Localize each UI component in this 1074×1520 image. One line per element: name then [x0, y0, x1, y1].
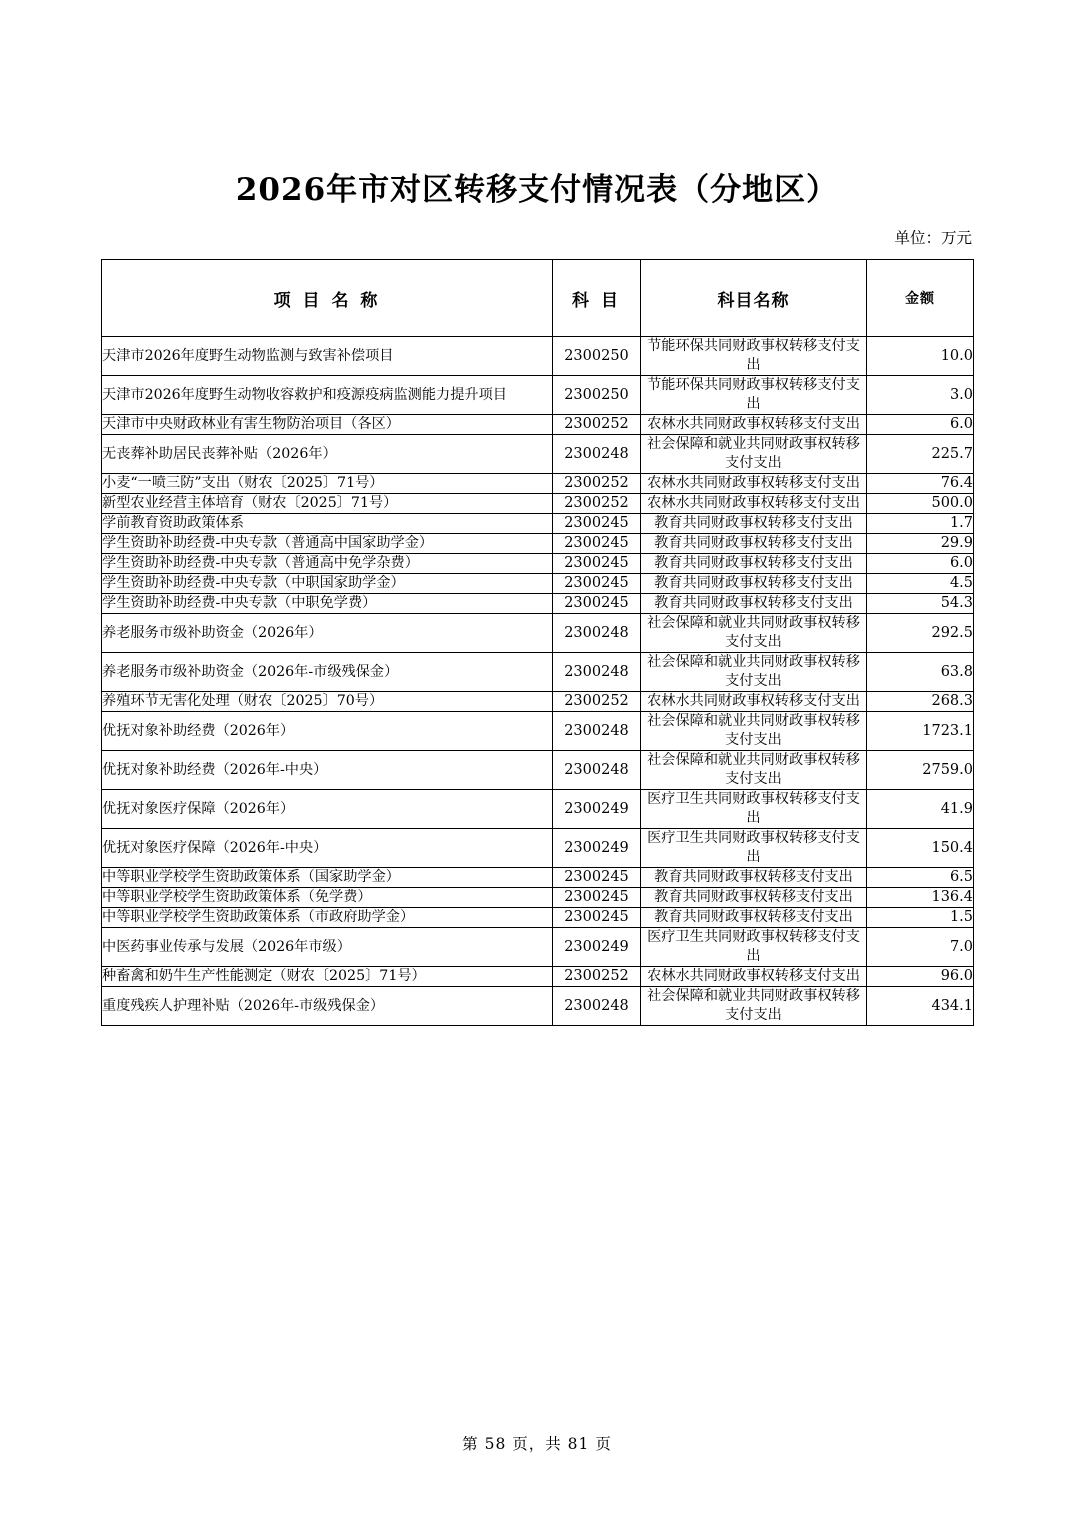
cell-subject-name: 农林水共同财政事权转移支付支出	[641, 967, 867, 987]
table-row	[102, 868, 974, 888]
cell-project-name: 新型农业经营主体培育（财农〔2025〕71号）	[102, 494, 553, 514]
cell-subject-code: 2300248	[553, 712, 641, 751]
cell-subject-name: 社会保障和就业共同财政事权转移支付支出	[641, 614, 867, 653]
table-row	[102, 967, 974, 987]
table-row	[102, 514, 974, 534]
cell-amount: 1.7	[867, 514, 974, 534]
cell-amount: 54.3	[867, 594, 974, 614]
cell-project-name: 养老服务市级补助资金（2026年-市级残保金）	[102, 653, 553, 692]
page-title: 2026年市对区转移支付情况表（分地区）	[235, 171, 839, 208]
cell-project-name: 学生资助补助经费-中央专款（普通高中国家助学金）	[102, 534, 553, 554]
cell-subject-code: 2300252	[553, 415, 641, 435]
table-row	[102, 376, 974, 415]
cell-amount: 6.0	[867, 554, 974, 574]
table-row	[102, 751, 974, 790]
table-row	[102, 474, 974, 494]
cell-subject-name: 教育共同财政事权转移支付支出	[641, 554, 867, 574]
table-row	[102, 653, 974, 692]
cell-amount: 150.4	[867, 829, 974, 868]
cell-amount: 1723.1	[867, 712, 974, 751]
table-row	[102, 337, 974, 376]
cell-project-name: 学生资助补助经费-中央专款（普通高中免学杂费）	[102, 554, 553, 574]
cell-subject-name: 农林水共同财政事权转移支付支出	[641, 474, 867, 494]
cell-project-name: 无丧葬补助居民丧葬补贴（2026年）	[102, 435, 553, 474]
cell-amount: 225.7	[867, 435, 974, 474]
cell-amount: 3.0	[867, 376, 974, 415]
cell-subject-code: 2300245	[553, 554, 641, 574]
cell-subject-code: 2300245	[553, 888, 641, 908]
cell-subject-name: 农林水共同财政事权转移支付支出	[641, 415, 867, 435]
cell-subject-code: 2300252	[553, 494, 641, 514]
table-row	[102, 928, 974, 967]
cell-subject-name: 教育共同财政事权转移支付支出	[641, 534, 867, 554]
cell-subject-name: 教育共同财政事权转移支付支出	[641, 514, 867, 534]
cell-project-name: 重度残疾人护理补贴（2026年-市级残保金）	[102, 987, 553, 1026]
cell-subject-name: 社会保障和就业共同财政事权转移支付支出	[641, 712, 867, 751]
table-header	[102, 260, 974, 337]
cell-project-name: 学生资助补助经费-中央专款（中职免学费）	[102, 594, 553, 614]
unit-label: 单位：万元	[894, 229, 972, 247]
table-row	[102, 494, 974, 514]
cell-amount: 76.4	[867, 474, 974, 494]
cell-subject-name: 社会保障和就业共同财政事权转移支付支出	[641, 435, 867, 474]
cell-subject-name: 教育共同财政事权转移支付支出	[641, 868, 867, 888]
cell-amount: 2759.0	[867, 751, 974, 790]
table-row	[102, 987, 974, 1026]
cell-subject-name: 教育共同财政事权转移支付支出	[641, 888, 867, 908]
table-row	[102, 712, 974, 751]
table-row	[102, 574, 974, 594]
cell-subject-code: 2300245	[553, 514, 641, 534]
cell-amount: 29.9	[867, 534, 974, 554]
cell-subject-code: 2300252	[553, 474, 641, 494]
cell-subject-name: 教育共同财政事权转移支付支出	[641, 594, 867, 614]
cell-project-name: 天津市中央财政林业有害生物防治项目（各区）	[102, 415, 553, 435]
cell-subject-code: 2300250	[553, 376, 641, 415]
column-header-subject-code: 科 目	[553, 260, 641, 337]
table-row	[102, 415, 974, 435]
cell-amount: 41.9	[867, 790, 974, 829]
cell-subject-name: 教育共同财政事权转移支付支出	[641, 908, 867, 928]
cell-subject-name: 农林水共同财政事权转移支付支出	[641, 494, 867, 514]
cell-subject-code: 2300249	[553, 928, 641, 967]
cell-project-name: 小麦“一喷三防”支出（财农〔2025〕71号）	[102, 474, 553, 494]
cell-amount: 292.5	[867, 614, 974, 653]
cell-subject-code: 2300248	[553, 435, 641, 474]
table-row	[102, 435, 974, 474]
cell-subject-name: 医疗卫生共同财政事权转移支付支出	[641, 928, 867, 967]
cell-project-name: 优抚对象医疗保障（2026年-中央）	[102, 829, 553, 868]
cell-amount: 268.3	[867, 692, 974, 712]
cell-subject-code: 2300245	[553, 908, 641, 928]
cell-project-name: 学前教育资助政策体系	[102, 514, 553, 534]
table-header-row	[102, 260, 974, 337]
cell-subject-code: 2300252	[553, 692, 641, 712]
cell-subject-name: 农林水共同财政事权转移支付支出	[641, 692, 867, 712]
transfer-payment-table	[101, 259, 974, 1026]
cell-project-name: 中医药事业传承与发展（2026年市级）	[102, 928, 553, 967]
cell-amount: 10.0	[867, 337, 974, 376]
cell-project-name: 中等职业学校学生资助政策体系（免学费）	[102, 888, 553, 908]
cell-project-name: 优抚对象补助经费（2026年-中央）	[102, 751, 553, 790]
cell-amount: 63.8	[867, 653, 974, 692]
cell-amount: 6.0	[867, 415, 974, 435]
table-row	[102, 614, 974, 653]
cell-project-name: 中等职业学校学生资助政策体系（市政府助学金）	[102, 908, 553, 928]
table-body	[102, 337, 974, 1026]
cell-subject-code: 2300248	[553, 987, 641, 1026]
cell-subject-name: 医疗卫生共同财政事权转移支付支出	[641, 790, 867, 829]
cell-project-name: 天津市2026年度野生动物收容救护和疫源疫病监测能力提升项目	[102, 376, 553, 415]
cell-subject-code: 2300248	[553, 653, 641, 692]
cell-subject-name: 社会保障和就业共同财政事权转移支付支出	[641, 987, 867, 1026]
cell-amount: 6.5	[867, 868, 974, 888]
cell-subject-code: 2300249	[553, 829, 641, 868]
cell-amount: 500.0	[867, 494, 974, 514]
cell-subject-name: 医疗卫生共同财政事权转移支付支出	[641, 829, 867, 868]
cell-amount: 434.1	[867, 987, 974, 1026]
column-header-amount: 金额	[867, 260, 974, 337]
cell-subject-name: 社会保障和就业共同财政事权转移支付支出	[641, 751, 867, 790]
cell-subject-code: 2300250	[553, 337, 641, 376]
cell-project-name: 天津市2026年度野生动物监测与致害补偿项目	[102, 337, 553, 376]
cell-amount: 96.0	[867, 967, 974, 987]
cell-subject-code: 2300248	[553, 751, 641, 790]
column-header-subject-name: 科目名称	[641, 260, 867, 337]
cell-project-name: 优抚对象医疗保障（2026年）	[102, 790, 553, 829]
cell-subject-name: 节能环保共同财政事权转移支付支出	[641, 337, 867, 376]
cell-subject-code: 2300245	[553, 868, 641, 888]
cell-amount: 136.4	[867, 888, 974, 908]
cell-project-name: 中等职业学校学生资助政策体系（国家助学金）	[102, 868, 553, 888]
cell-project-name: 优抚对象补助经费（2026年）	[102, 712, 553, 751]
cell-subject-name: 教育共同财政事权转移支付支出	[641, 574, 867, 594]
cell-project-name: 养老服务市级补助资金（2026年）	[102, 614, 553, 653]
column-header-project-name: 项 目 名 称	[102, 260, 553, 337]
cell-project-name: 学生资助补助经费-中央专款（中职国家助学金）	[102, 574, 553, 594]
cell-subject-name: 节能环保共同财政事权转移支付支出	[641, 376, 867, 415]
table-row	[102, 534, 974, 554]
cell-project-name: 养殖环节无害化处理（财农〔2025〕70号）	[102, 692, 553, 712]
cell-subject-code: 2300249	[553, 790, 641, 829]
table-row	[102, 908, 974, 928]
table-row	[102, 888, 974, 908]
table-row	[102, 790, 974, 829]
cell-subject-name: 社会保障和就业共同财政事权转移支付支出	[641, 653, 867, 692]
table-row	[102, 829, 974, 868]
cell-amount: 7.0	[867, 928, 974, 967]
table-row	[102, 692, 974, 712]
cell-subject-code: 2300252	[553, 967, 641, 987]
cell-amount: 1.5	[867, 908, 974, 928]
cell-project-name: 种畜禽和奶牛生产性能测定（财农〔2025〕71号）	[102, 967, 553, 987]
table-row	[102, 594, 974, 614]
cell-amount: 4.5	[867, 574, 974, 594]
table-row	[102, 554, 974, 574]
page-footer: 第 58 页，共 81 页	[462, 1435, 612, 1453]
cell-subject-code: 2300248	[553, 614, 641, 653]
cell-subject-code: 2300245	[553, 594, 641, 614]
cell-subject-code: 2300245	[553, 534, 641, 554]
cell-subject-code: 2300245	[553, 574, 641, 594]
